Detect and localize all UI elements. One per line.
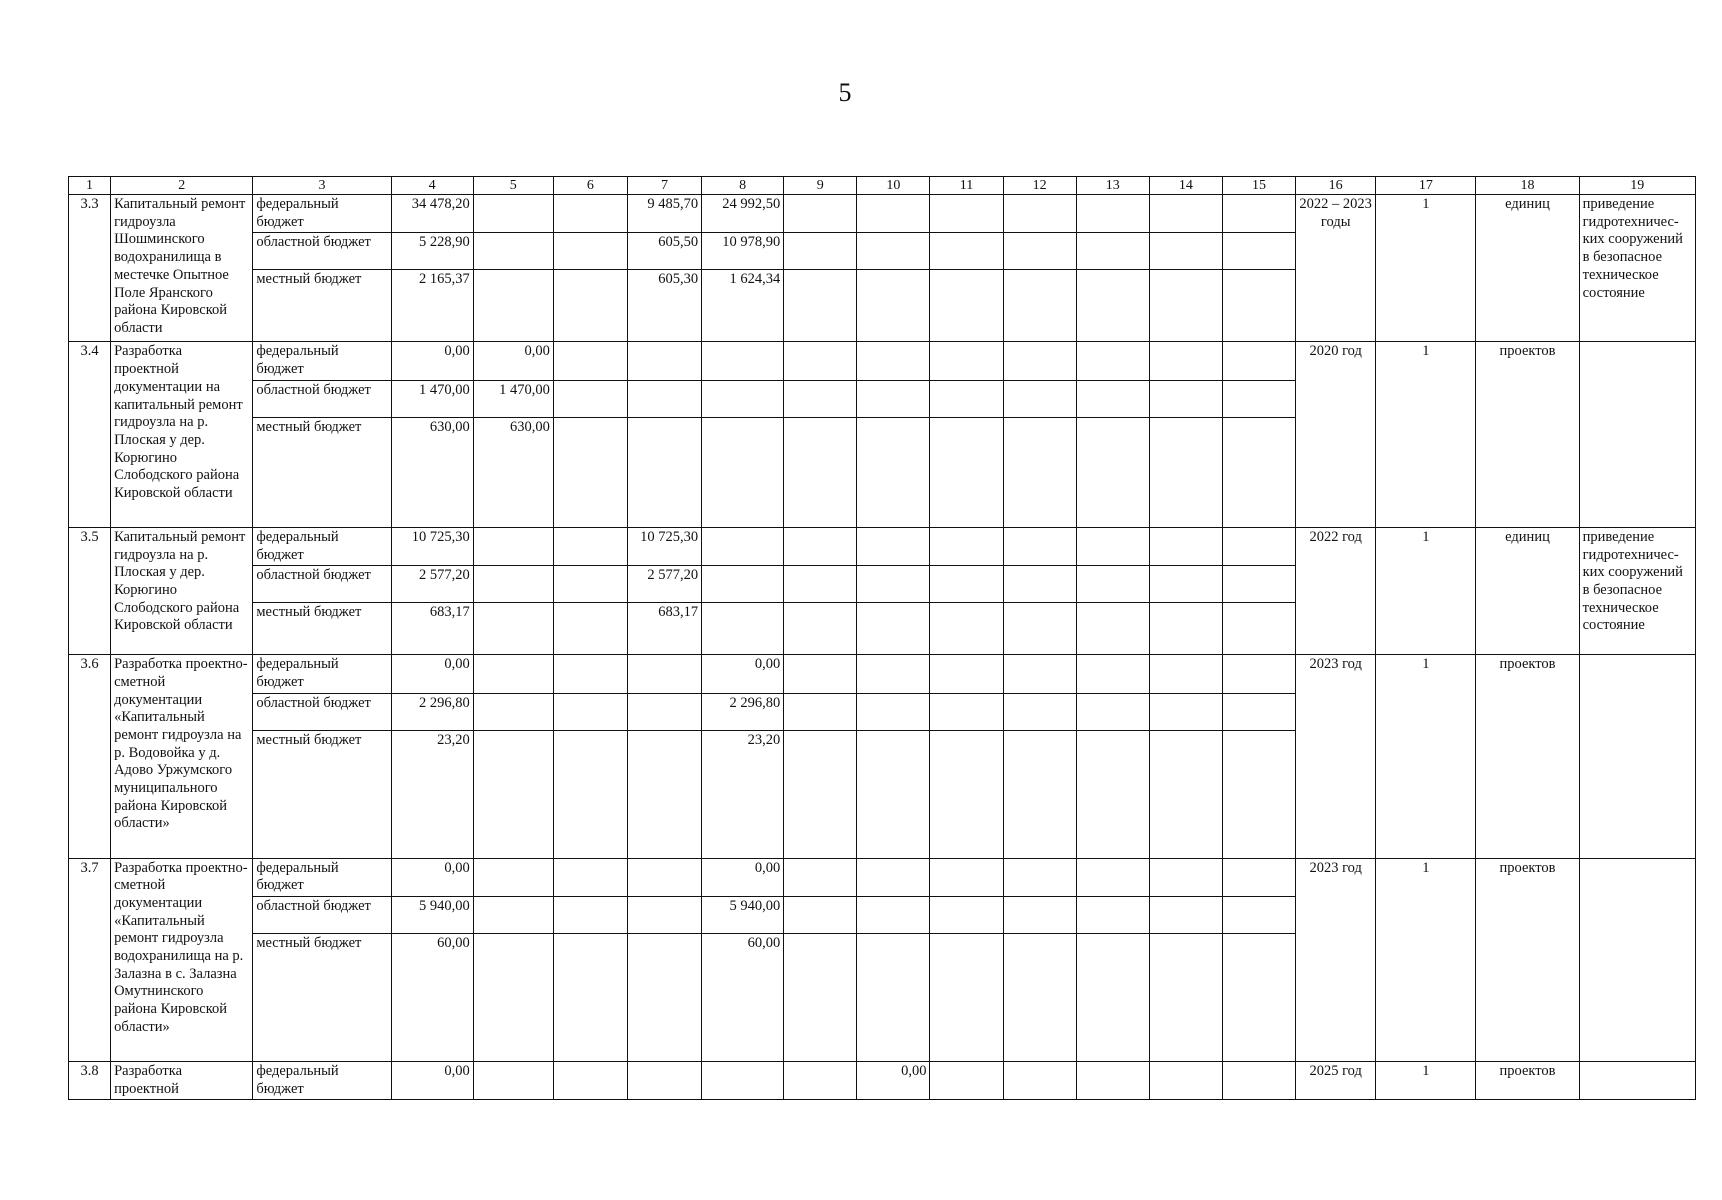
- expected-result: приведение гидротехничес-ких сооружений в безопасное техническое состояние: [1579, 527, 1695, 654]
- amount-total: 0,00: [391, 655, 473, 693]
- table-row: [69, 342, 1696, 380]
- row-number: 3.5: [69, 527, 111, 654]
- amount-col-15: [1222, 233, 1295, 270]
- amount-col-10: 0,00: [857, 1061, 930, 1099]
- indicator-unit: проектов: [1476, 858, 1579, 1061]
- amount-col-10: [857, 858, 930, 896]
- amount-col-7: [627, 896, 701, 933]
- amount-col-13: [1076, 195, 1149, 233]
- amount-col-5: [473, 1061, 553, 1099]
- amount-col-5: [473, 270, 553, 342]
- amount-col-6: [553, 342, 627, 380]
- expected-result: [1579, 1061, 1695, 1099]
- row-number: 3.4: [69, 342, 111, 527]
- amount-total: 0,00: [391, 1061, 473, 1099]
- amount-col-13: [1076, 1061, 1149, 1099]
- amount-col-10: [857, 655, 930, 693]
- amount-col-13: [1076, 527, 1149, 565]
- amount-col-5: [473, 566, 553, 603]
- amount-col-10: [857, 603, 930, 655]
- expected-result: [1579, 858, 1695, 1061]
- amount-col-12: [1003, 233, 1076, 270]
- amount-col-8: 0,00: [702, 655, 784, 693]
- amount-col-6: [553, 730, 627, 858]
- amount-col-15: [1222, 380, 1295, 417]
- amount-total: 23,20: [391, 730, 473, 858]
- measure-name: Разработка проектной документации на капитальный ремонт гидроузла на р. Плоская у дер. Корюгино Слободского района Кировской области: [111, 342, 253, 527]
- row-number: 3.8: [69, 1061, 111, 1099]
- amount-col-11: [930, 603, 1003, 655]
- amount-col-10: [857, 270, 930, 342]
- amount-col-9: [784, 342, 857, 380]
- funding-source: федеральный бюджет: [253, 527, 391, 565]
- column-number-1: 1: [69, 177, 111, 195]
- amount-col-11: [930, 270, 1003, 342]
- amount-col-12: [1003, 933, 1076, 1061]
- amount-col-11: [930, 933, 1003, 1061]
- column-number-7: 7: [627, 177, 701, 195]
- funding-source: федеральный бюджет: [253, 195, 391, 233]
- amount-col-7: [627, 1061, 701, 1099]
- amount-col-14: [1149, 693, 1222, 730]
- amount-col-12: [1003, 417, 1076, 527]
- indicator-value: 1: [1376, 195, 1476, 342]
- indicator-unit: единиц: [1476, 195, 1579, 342]
- budget-table: [68, 176, 1696, 1100]
- indicator-value: 1: [1376, 655, 1476, 858]
- amount-total: 10 725,30: [391, 527, 473, 565]
- column-number-16: 16: [1296, 177, 1376, 195]
- implementation-period: 2023 год: [1296, 655, 1376, 858]
- amount-col-13: [1076, 693, 1149, 730]
- amount-col-15: [1222, 1061, 1295, 1099]
- column-number-12: 12: [1003, 177, 1076, 195]
- amount-col-10: [857, 417, 930, 527]
- column-number-3: 3: [253, 177, 391, 195]
- table-row: [69, 195, 1696, 233]
- funding-source: федеральный бюджет: [253, 858, 391, 896]
- row-number: 3.3: [69, 195, 111, 342]
- amount-col-10: [857, 896, 930, 933]
- amount-col-12: [1003, 655, 1076, 693]
- amount-total: 5 228,90: [391, 233, 473, 270]
- amount-col-9: [784, 195, 857, 233]
- column-number-17: 17: [1376, 177, 1476, 195]
- amount-col-9: [784, 730, 857, 858]
- amount-total: 1 470,00: [391, 380, 473, 417]
- amount-col-9: [784, 270, 857, 342]
- amount-col-8: 1 624,34: [702, 270, 784, 342]
- page-number: 5: [838, 78, 852, 107]
- amount-col-8: [702, 417, 784, 527]
- amount-col-5: [473, 933, 553, 1061]
- amount-col-13: [1076, 655, 1149, 693]
- amount-col-9: [784, 566, 857, 603]
- column-number-6: 6: [553, 177, 627, 195]
- amount-col-10: [857, 233, 930, 270]
- amount-col-9: [784, 417, 857, 527]
- amount-col-9: [784, 380, 857, 417]
- amount-col-6: [553, 858, 627, 896]
- amount-col-13: [1076, 233, 1149, 270]
- amount-col-11: [930, 858, 1003, 896]
- amount-col-9: [784, 693, 857, 730]
- table-row: [69, 1061, 1696, 1099]
- table-row: [69, 858, 1696, 896]
- funding-source: федеральный бюджет: [253, 1061, 391, 1099]
- funding-source: местный бюджет: [253, 270, 391, 342]
- amount-col-12: [1003, 270, 1076, 342]
- amount-col-5: 0,00: [473, 342, 553, 380]
- measure-name: Капитальный ремонт гидроузла на р. Плоская у дер. Корюгино Слободского района Кировской области: [111, 527, 253, 654]
- amount-col-12: [1003, 195, 1076, 233]
- amount-col-11: [930, 655, 1003, 693]
- amount-col-5: [473, 655, 553, 693]
- measure-name: Разработка проектной: [111, 1061, 253, 1099]
- amount-col-13: [1076, 417, 1149, 527]
- amount-col-12: [1003, 1061, 1076, 1099]
- column-number-5: 5: [473, 177, 553, 195]
- amount-col-14: [1149, 342, 1222, 380]
- amount-col-8: [702, 1061, 784, 1099]
- amount-col-14: [1149, 380, 1222, 417]
- amount-col-13: [1076, 566, 1149, 603]
- amount-col-8: [702, 566, 784, 603]
- amount-col-11: [930, 896, 1003, 933]
- amount-col-7: [627, 342, 701, 380]
- funding-source: местный бюджет: [253, 730, 391, 858]
- amount-total: 60,00: [391, 933, 473, 1061]
- amount-col-6: [553, 655, 627, 693]
- row-number: 3.7: [69, 858, 111, 1061]
- funding-source: областной бюджет: [253, 566, 391, 603]
- amount-col-5: [473, 896, 553, 933]
- funding-source: местный бюджет: [253, 603, 391, 655]
- amount-total: 630,00: [391, 417, 473, 527]
- amount-col-7: [627, 417, 701, 527]
- amount-col-15: [1222, 270, 1295, 342]
- measure-name: Капитальный ремонт гидроузла Шошминского водохранилища в местечке Опытное Поле Яранского района Кировской области: [111, 195, 253, 342]
- amount-col-7: 9 485,70: [627, 195, 701, 233]
- amount-col-15: [1222, 693, 1295, 730]
- amount-col-12: [1003, 603, 1076, 655]
- funding-source: федеральный бюджет: [253, 655, 391, 693]
- column-number-14: 14: [1149, 177, 1222, 195]
- amount-col-7: 10 725,30: [627, 527, 701, 565]
- indicator-unit: проектов: [1476, 342, 1579, 527]
- amount-col-14: [1149, 233, 1222, 270]
- amount-col-13: [1076, 933, 1149, 1061]
- amount-col-12: [1003, 342, 1076, 380]
- implementation-period: 2025 год: [1296, 1061, 1376, 1099]
- column-number-8: 8: [702, 177, 784, 195]
- amount-col-6: [553, 896, 627, 933]
- implementation-period: 2023 год: [1296, 858, 1376, 1061]
- amount-col-10: [857, 380, 930, 417]
- amount-col-14: [1149, 933, 1222, 1061]
- amount-col-14: [1149, 417, 1222, 527]
- amount-col-15: [1222, 655, 1295, 693]
- amount-col-15: [1222, 417, 1295, 527]
- amount-col-8: [702, 527, 784, 565]
- amount-col-10: [857, 342, 930, 380]
- amount-col-6: [553, 933, 627, 1061]
- amount-col-11: [930, 380, 1003, 417]
- amount-total: 5 940,00: [391, 896, 473, 933]
- amount-col-11: [930, 1061, 1003, 1099]
- indicator-value: 1: [1376, 1061, 1476, 1099]
- amount-col-14: [1149, 270, 1222, 342]
- amount-total: 2 296,80: [391, 693, 473, 730]
- amount-col-14: [1149, 566, 1222, 603]
- amount-col-7: [627, 858, 701, 896]
- funding-source: федеральный бюджет: [253, 342, 391, 380]
- amount-col-8: 24 992,50: [702, 195, 784, 233]
- funding-source: местный бюджет: [253, 933, 391, 1061]
- amount-col-14: [1149, 858, 1222, 896]
- amount-col-13: [1076, 380, 1149, 417]
- amount-col-12: [1003, 730, 1076, 858]
- amount-col-8: 5 940,00: [702, 896, 784, 933]
- measure-name: Разработка проектно-сметной документации «Капитальный ремонт гидроузла на р. Водовойка у д. Адово Уржумского муниципального района Кировской области»: [111, 655, 253, 858]
- amount-col-14: [1149, 1061, 1222, 1099]
- amount-col-13: [1076, 270, 1149, 342]
- amount-col-13: [1076, 342, 1149, 380]
- amount-col-10: [857, 566, 930, 603]
- column-number-4: 4: [391, 177, 473, 195]
- amount-col-12: [1003, 858, 1076, 896]
- funding-source: областной бюджет: [253, 896, 391, 933]
- amount-col-11: [930, 527, 1003, 565]
- amount-col-6: [553, 603, 627, 655]
- amount-col-6: [553, 270, 627, 342]
- amount-col-15: [1222, 858, 1295, 896]
- amount-col-6: [553, 1061, 627, 1099]
- amount-col-10: [857, 527, 930, 565]
- funding-source: областной бюджет: [253, 380, 391, 417]
- amount-col-15: [1222, 896, 1295, 933]
- amount-col-6: [553, 417, 627, 527]
- implementation-period: 2020 год: [1296, 342, 1376, 527]
- amount-col-9: [784, 933, 857, 1061]
- indicator-value: 1: [1376, 858, 1476, 1061]
- amount-col-5: [473, 527, 553, 565]
- amount-col-8: 60,00: [702, 933, 784, 1061]
- indicator-value: 1: [1376, 342, 1476, 527]
- amount-total: 683,17: [391, 603, 473, 655]
- amount-col-14: [1149, 527, 1222, 565]
- column-number-13: 13: [1076, 177, 1149, 195]
- amount-col-5: [473, 693, 553, 730]
- amount-col-5: [473, 730, 553, 858]
- amount-col-11: [930, 233, 1003, 270]
- amount-col-15: [1222, 342, 1295, 380]
- amount-col-13: [1076, 603, 1149, 655]
- amount-col-5: [473, 858, 553, 896]
- amount-col-5: 630,00: [473, 417, 553, 527]
- amount-col-13: [1076, 858, 1149, 896]
- amount-col-6: [553, 527, 627, 565]
- amount-total: 0,00: [391, 858, 473, 896]
- column-number-15: 15: [1222, 177, 1295, 195]
- amount-col-6: [553, 233, 627, 270]
- table-row: [69, 527, 1696, 565]
- amount-col-12: [1003, 380, 1076, 417]
- column-number-11: 11: [930, 177, 1003, 195]
- implementation-period: 2022 – 2023 годы: [1296, 195, 1376, 342]
- amount-total: 34 478,20: [391, 195, 473, 233]
- amount-total: 0,00: [391, 342, 473, 380]
- amount-col-9: [784, 896, 857, 933]
- amount-total: 2 165,37: [391, 270, 473, 342]
- amount-col-14: [1149, 655, 1222, 693]
- implementation-period: 2022 год: [1296, 527, 1376, 654]
- funding-source: областной бюджет: [253, 233, 391, 270]
- amount-col-14: [1149, 896, 1222, 933]
- amount-col-15: [1222, 566, 1295, 603]
- amount-col-7: [627, 655, 701, 693]
- amount-col-7: 683,17: [627, 603, 701, 655]
- amount-col-5: [473, 233, 553, 270]
- amount-col-5: [473, 195, 553, 233]
- amount-col-5: [473, 603, 553, 655]
- amount-col-5: 1 470,00: [473, 380, 553, 417]
- amount-col-9: [784, 603, 857, 655]
- indicator-unit: единиц: [1476, 527, 1579, 654]
- amount-col-15: [1222, 195, 1295, 233]
- column-number-10: 10: [857, 177, 930, 195]
- amount-col-15: [1222, 933, 1295, 1061]
- amount-col-15: [1222, 527, 1295, 565]
- amount-col-6: [553, 693, 627, 730]
- amount-col-10: [857, 693, 930, 730]
- amount-col-8: 2 296,80: [702, 693, 784, 730]
- amount-col-11: [930, 195, 1003, 233]
- column-number-18: 18: [1476, 177, 1579, 195]
- expected-result: приведение гидротехничес-ких сооружений в безопасное техническое состояние: [1579, 195, 1695, 342]
- indicator-unit: проектов: [1476, 1061, 1579, 1099]
- amount-col-6: [553, 566, 627, 603]
- amount-col-7: [627, 730, 701, 858]
- amount-col-10: [857, 730, 930, 858]
- amount-col-14: [1149, 730, 1222, 858]
- amount-col-12: [1003, 896, 1076, 933]
- amount-col-10: [857, 195, 930, 233]
- expected-result: [1579, 655, 1695, 858]
- amount-col-11: [930, 730, 1003, 858]
- amount-col-8: 23,20: [702, 730, 784, 858]
- indicator-unit: проектов: [1476, 655, 1579, 858]
- amount-col-7: 605,30: [627, 270, 701, 342]
- amount-col-8: [702, 603, 784, 655]
- expected-result: [1579, 342, 1695, 527]
- amount-col-12: [1003, 693, 1076, 730]
- amount-col-8: [702, 342, 784, 380]
- table-row: [69, 655, 1696, 693]
- amount-col-11: [930, 342, 1003, 380]
- funding-source: областной бюджет: [253, 693, 391, 730]
- column-number-2: 2: [111, 177, 253, 195]
- amount-total: 2 577,20: [391, 566, 473, 603]
- amount-col-6: [553, 195, 627, 233]
- amount-col-7: [627, 693, 701, 730]
- amount-col-9: [784, 655, 857, 693]
- amount-col-11: [930, 566, 1003, 603]
- indicator-value: 1: [1376, 527, 1476, 654]
- amount-col-9: [784, 233, 857, 270]
- amount-col-14: [1149, 603, 1222, 655]
- amount-col-7: 2 577,20: [627, 566, 701, 603]
- amount-col-8: [702, 380, 784, 417]
- amount-col-15: [1222, 603, 1295, 655]
- amount-col-13: [1076, 730, 1149, 858]
- amount-col-11: [930, 417, 1003, 527]
- amount-col-7: [627, 380, 701, 417]
- amount-col-11: [930, 693, 1003, 730]
- measure-name: Разработка проектно-сметной документации «Капитальный ремонт гидроузла водохранилища на р. Залазна в с. Залазна Омутнинского района Кировской области»: [111, 858, 253, 1061]
- amount-col-6: [553, 380, 627, 417]
- column-number-9: 9: [784, 177, 857, 195]
- amount-col-8: 0,00: [702, 858, 784, 896]
- amount-col-13: [1076, 896, 1149, 933]
- amount-col-12: [1003, 527, 1076, 565]
- column-number-19: 19: [1579, 177, 1695, 195]
- amount-col-10: [857, 933, 930, 1061]
- amount-col-7: 605,50: [627, 233, 701, 270]
- amount-col-8: 10 978,90: [702, 233, 784, 270]
- column-number-row: [69, 177, 1696, 195]
- amount-col-15: [1222, 730, 1295, 858]
- funding-source: местный бюджет: [253, 417, 391, 527]
- amount-col-9: [784, 1061, 857, 1099]
- amount-col-12: [1003, 566, 1076, 603]
- amount-col-9: [784, 527, 857, 565]
- amount-col-7: [627, 933, 701, 1061]
- row-number: 3.6: [69, 655, 111, 858]
- amount-col-14: [1149, 195, 1222, 233]
- amount-col-9: [784, 858, 857, 896]
